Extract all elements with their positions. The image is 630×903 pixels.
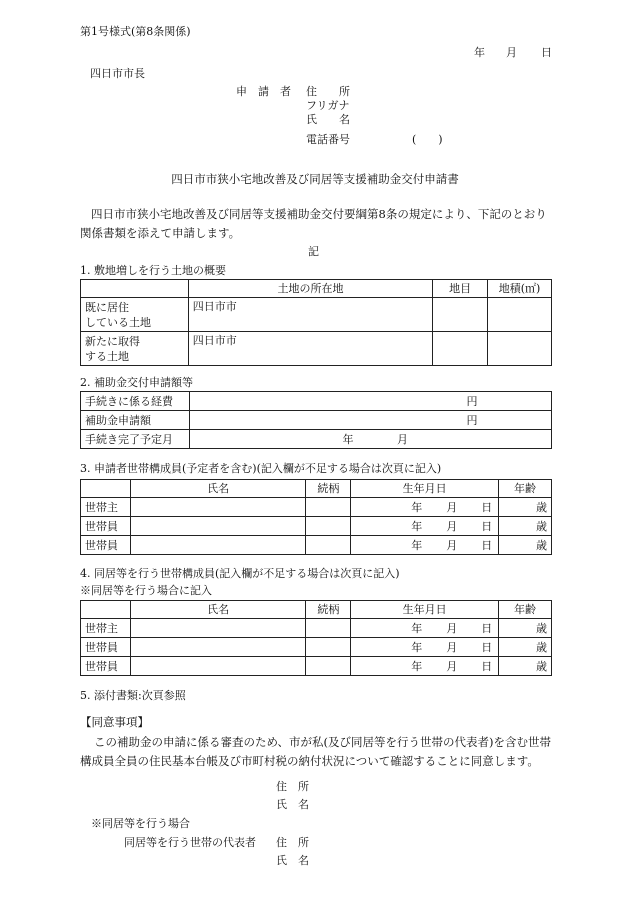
consent-heading: 【同意事項】 bbox=[80, 715, 149, 729]
day-unit: 日 bbox=[481, 659, 493, 673]
role-label: 世帯員 bbox=[81, 657, 131, 676]
day-unit: 日 bbox=[481, 519, 493, 533]
row-label-line-2: している土地 bbox=[85, 315, 151, 329]
month-unit: 月 bbox=[446, 640, 458, 654]
document-title: 四日市市狭小宅地改善及び同居等支援補助金交付申請書 bbox=[171, 172, 459, 186]
row-label bbox=[81, 332, 189, 366]
name-field[interactable] bbox=[130, 498, 306, 517]
name-field[interactable] bbox=[130, 517, 306, 536]
name-field[interactable] bbox=[130, 536, 306, 555]
table-row bbox=[81, 392, 552, 411]
cohab-note: ※同居等を行う場合 bbox=[91, 817, 190, 830]
intro-line-2: 関係書類を添えて申請します。 bbox=[80, 226, 241, 240]
location-field[interactable]: 四日市市 bbox=[188, 298, 432, 332]
table-row bbox=[81, 498, 552, 517]
role-label: 世帯員 bbox=[81, 536, 131, 555]
header-cell-blank bbox=[81, 480, 131, 498]
table-header-row bbox=[81, 280, 552, 298]
name-field[interactable] bbox=[130, 619, 306, 638]
month-unit: 月 bbox=[446, 659, 458, 673]
representative-label: 同居等を行う世帯の代表者 bbox=[124, 836, 256, 849]
header-cell-relation: 続柄 bbox=[306, 601, 351, 619]
month-unit: 月 bbox=[446, 621, 458, 635]
yen-unit: 円 bbox=[466, 394, 478, 408]
birthdate-field[interactable] bbox=[351, 638, 499, 657]
header-cell-blank bbox=[81, 601, 131, 619]
name-field[interactable] bbox=[130, 657, 306, 676]
row-label-line-1: 既に居住 bbox=[85, 300, 129, 314]
role-label: 世帯主 bbox=[81, 619, 131, 638]
relation-field[interactable] bbox=[306, 498, 351, 517]
header-cell-blank bbox=[81, 280, 189, 298]
area-field[interactable] bbox=[488, 298, 552, 332]
day-unit: 日 bbox=[481, 621, 493, 635]
yen-unit: 円 bbox=[466, 413, 478, 427]
role-label: 世帯員 bbox=[81, 517, 131, 536]
role-label: 世帯主 bbox=[81, 498, 131, 517]
age-field[interactable]: 歳 bbox=[499, 498, 552, 517]
land-category-field[interactable] bbox=[433, 332, 488, 366]
section3-heading: 3. 申請者世帯構成員(予定者を含む)(記入欄が不足する場合は次頁に記入) bbox=[80, 462, 442, 475]
header-cell-birthdate: 生年月日 bbox=[351, 601, 499, 619]
section1-heading: 1. 敷地増しを行う土地の概要 bbox=[80, 264, 226, 277]
consent-address-label: 住 所 bbox=[276, 780, 309, 793]
applicant-phone-paren: ( ) bbox=[412, 133, 443, 146]
representative-name-label: 氏 名 bbox=[276, 854, 309, 867]
expense-field[interactable] bbox=[190, 392, 552, 411]
month-unit: 月 bbox=[446, 519, 458, 533]
header-cell-name: 氏名 bbox=[130, 601, 306, 619]
table-row bbox=[81, 638, 552, 657]
household-members-table bbox=[80, 479, 552, 555]
day-unit: 日 bbox=[481, 500, 493, 514]
date-month-label: 月 bbox=[506, 46, 517, 59]
birthdate-field[interactable] bbox=[351, 619, 499, 638]
intro-line-1: 四日市市狭小宅地改善及び同居等支援補助金交付要綱第8条の規定により、下記のとおり bbox=[91, 207, 547, 221]
section4-note: ※同居等を行う場合に記入 bbox=[80, 584, 212, 597]
row-label-line-1: 新たに取得 bbox=[85, 334, 140, 348]
section2-heading: 2. 補助金交付申請額等 bbox=[80, 376, 193, 389]
date-year-label: 年 bbox=[474, 46, 485, 59]
row-label bbox=[81, 298, 189, 332]
ki-label: 記 bbox=[308, 245, 319, 258]
month-unit: 月 bbox=[446, 500, 458, 514]
form-number: 第1号様式(第8条関係) bbox=[80, 25, 191, 38]
relation-field[interactable] bbox=[306, 517, 351, 536]
subsidy-amount-table bbox=[80, 391, 552, 449]
land-category-field[interactable] bbox=[433, 298, 488, 332]
consent-line-2: 構成員全員の住民基本台帳及び市町村税の納付状況について確認することに同意します。 bbox=[80, 754, 539, 768]
table-row bbox=[81, 430, 552, 449]
year-unit: 年 bbox=[411, 519, 423, 533]
header-cell-land-category: 地目 bbox=[433, 280, 488, 298]
table-row bbox=[81, 411, 552, 430]
relation-field[interactable] bbox=[306, 657, 351, 676]
applicant-phone-label: 電話番号 bbox=[306, 133, 350, 146]
role-label: 世帯員 bbox=[81, 638, 131, 657]
completion-month-label: 手続き完了予定月 bbox=[81, 430, 190, 449]
expense-label: 手続きに係る経費 bbox=[81, 392, 190, 411]
subsidy-request-field[interactable] bbox=[190, 411, 552, 430]
year-unit: 年 bbox=[411, 621, 423, 635]
relation-field[interactable] bbox=[306, 536, 351, 555]
header-cell-location: 土地の所在地 bbox=[188, 280, 432, 298]
area-field[interactable] bbox=[488, 332, 552, 366]
header-cell-name: 氏名 bbox=[130, 480, 306, 498]
completion-month-field[interactable] bbox=[190, 430, 552, 449]
table-row bbox=[81, 536, 552, 555]
year-unit: 年 bbox=[411, 500, 423, 514]
relation-field[interactable] bbox=[306, 638, 351, 657]
applicant-furigana-label: フリガナ bbox=[306, 99, 350, 112]
year-unit: 年 bbox=[342, 432, 354, 446]
row-label-line-2: する土地 bbox=[85, 349, 129, 363]
date-day-label: 日 bbox=[541, 46, 552, 59]
table-row bbox=[81, 619, 552, 638]
day-unit: 日 bbox=[481, 538, 493, 552]
age-field[interactable]: 歳 bbox=[499, 536, 552, 555]
header-cell-relation: 続柄 bbox=[306, 480, 351, 498]
land-summary-table bbox=[80, 279, 552, 366]
header-cell-age: 年齢 bbox=[499, 480, 552, 498]
subsidy-request-label: 補助金申請額 bbox=[81, 411, 190, 430]
table-row bbox=[81, 657, 552, 676]
cohabiting-members-table bbox=[80, 600, 552, 676]
table-header-row bbox=[81, 601, 552, 619]
birthdate-field[interactable] bbox=[351, 498, 499, 517]
section4-heading: 4. 同居等を行う世帯構成員(記入欄が不足する場合は次頁に記入) bbox=[80, 567, 400, 580]
birthdate-field[interactable] bbox=[351, 536, 499, 555]
month-unit: 月 bbox=[396, 432, 408, 446]
age-field[interactable]: 歳 bbox=[499, 657, 552, 676]
relation-field[interactable] bbox=[306, 619, 351, 638]
birthdate-field[interactable] bbox=[351, 517, 499, 536]
year-unit: 年 bbox=[411, 640, 423, 654]
header-cell-age: 年齢 bbox=[499, 601, 552, 619]
day-unit: 日 bbox=[481, 640, 493, 654]
representative-address-label: 住 所 bbox=[276, 836, 309, 849]
section5-heading: 5. 添付書類:次頁参照 bbox=[80, 689, 186, 702]
age-field[interactable]: 歳 bbox=[499, 517, 552, 536]
birthdate-field[interactable] bbox=[351, 657, 499, 676]
name-field[interactable] bbox=[130, 638, 306, 657]
applicant-address-label: 住 所 bbox=[306, 85, 350, 98]
applicant-label: 申 請 者 bbox=[236, 85, 291, 98]
month-unit: 月 bbox=[446, 538, 458, 552]
header-cell-birthdate: 生年月日 bbox=[351, 480, 499, 498]
age-field[interactable]: 歳 bbox=[499, 638, 552, 657]
table-row bbox=[81, 298, 552, 332]
table-row bbox=[81, 332, 552, 366]
year-unit: 年 bbox=[411, 538, 423, 552]
addressee: 四日市市長 bbox=[90, 67, 145, 80]
header-cell-area: 地積(㎡) bbox=[488, 280, 552, 298]
location-field[interactable]: 四日市市 bbox=[188, 332, 432, 366]
age-field[interactable]: 歳 bbox=[499, 619, 552, 638]
consent-line-1: この補助金の申請に係る審査のため、市が私(及び同居等を行う世帯の代表者)を含む世帯 bbox=[94, 735, 552, 749]
consent-name-label: 氏 名 bbox=[276, 798, 309, 811]
year-unit: 年 bbox=[411, 659, 423, 673]
table-header-row bbox=[81, 480, 552, 498]
table-row bbox=[81, 517, 552, 536]
applicant-name-label: 氏 名 bbox=[306, 113, 350, 126]
